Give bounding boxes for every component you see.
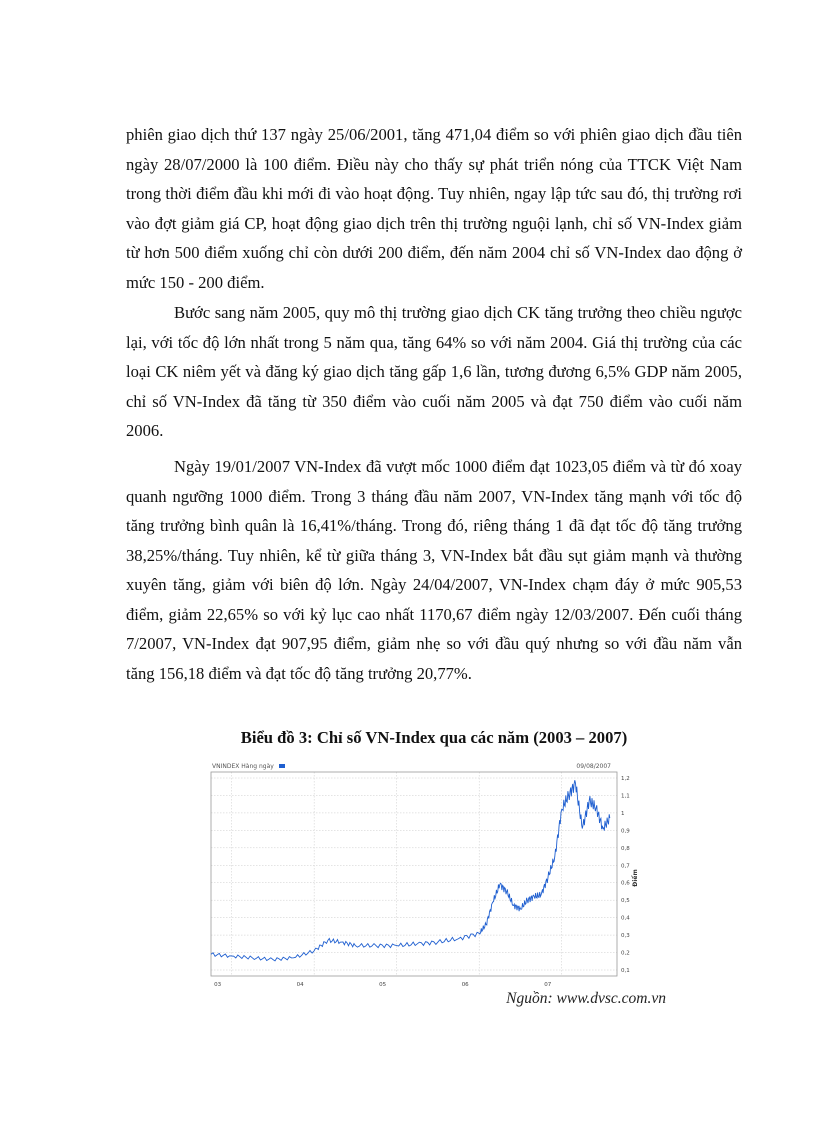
y-tick-label: 0,7 [621, 863, 630, 870]
paragraph-3: Ngày 19/01/2007 VN-Index đã vượt mốc 1000 điểm đạt 1023,05 điểm và từ đó xoay quanh ngưỡng 1000 điểm. Trong 3 tháng đầu năm 2007, VN-Index tăng mạnh với tốc độ tăng trưởng bình quân là 16,41%/tháng. Trong đó, riêng tháng 1 đã đạt tốc độ tăng trưởng 38,25%/tháng. Tuy nhiên, kể từ giữa tháng 3, VN-Index bắt đầu sụt giảm mạnh và thường xuyên tăng, giảm với biên độ lớn. Ngày 24/04/2007, VN-Index chạm đáy ở mức 905,53 điểm, giảm 22,65% so với kỷ lục cao nhất 1170,67 điểm ngày 12/03/2007. Đến cuối tháng 7/2007, VN-Index đạt 907,95 điểm, giảm nhẹ so với đầu quý nhưng so với đầu năm vẫn tăng 156,18 điểm và đạt tốc độ tăng trưởng 20,77%. [126, 457, 742, 683]
y-tick-label: 1 [621, 810, 625, 817]
chart-date-label: 09/08/2007 [576, 763, 611, 770]
x-tick-label: 03 [214, 982, 222, 988]
y-tick-label: 0,9 [621, 828, 630, 835]
source-note: Nguồn: www.dvsc.com.vn [506, 990, 666, 1007]
y-tick-label: 0,4 [621, 915, 630, 922]
x-tick-label: 06 [461, 982, 469, 988]
chart-background [207, 760, 641, 992]
y-tick-label: 0,2 [621, 950, 630, 957]
paragraph-1: phiên giao dịch thứ 137 ngày 25/06/2001, tăng 471,04 điểm so với phiên giao dịch đầu tiên ngày 28/07/2000 là 100 điểm. Điều này cho thấy sự phát triển nóng của TTCK Việt Nam trong thời điểm đầu khi mới đi vào hoạt động. Tuy nhiên, ngay lập tức sau đó, thị trường rơi vào đợt giảm giá CP, hoạt động giao dịch trên thị trường nguội lạnh, chỉ số VN-Index giảm từ hơn 500 điểm xuống chỉ còn dưới 200 điểm, đến năm 2004 chỉ số VN-Index dao động ở mức 150 - 200 điểm. [126, 125, 742, 292]
figure-caption: Biểu đồ 3: Chỉ số VN-Index qua các năm (2003 – 2007) [240, 728, 628, 747]
vnindex-chart-svg [207, 760, 641, 992]
legend-label: VNINDEX Hàng ngày [212, 763, 274, 770]
y-axis-label: Điểm [632, 869, 639, 887]
y-tick-label: 0,6 [621, 880, 630, 887]
y-tick-label: 0,1 [621, 968, 630, 974]
x-tick-label: 04 [296, 982, 304, 988]
y-tick-label: 0,5 [621, 898, 630, 905]
y-tick-label: 0,3 [621, 933, 630, 940]
vnindex-chart [207, 760, 641, 992]
x-tick-label: 07 [544, 982, 552, 988]
legend-swatch [279, 764, 285, 768]
y-tick-label: 0,8 [621, 845, 630, 852]
x-tick-label: 05 [379, 982, 387, 988]
y-tick-label: 1,1 [621, 793, 630, 800]
paragraph-2: Bước sang năm 2005, quy mô thị trường giao dịch CK tăng trưởng theo chiều ngược lại, với tốc độ lớn nhất trong 5 năm qua, tăng 64% so với năm 2004. Giá thị trường của các loại CK niêm yết và đăng ký giao dịch tăng gấp 1,6 lần, tương đương 6,5% GDP năm 2005, chỉ số VN-Index đã tăng từ 350 điểm vào cuối năm 2005 và đạt 750 điểm vào cuối năm 2006. [126, 303, 742, 440]
y-tick-label: 1,2 [621, 776, 630, 782]
